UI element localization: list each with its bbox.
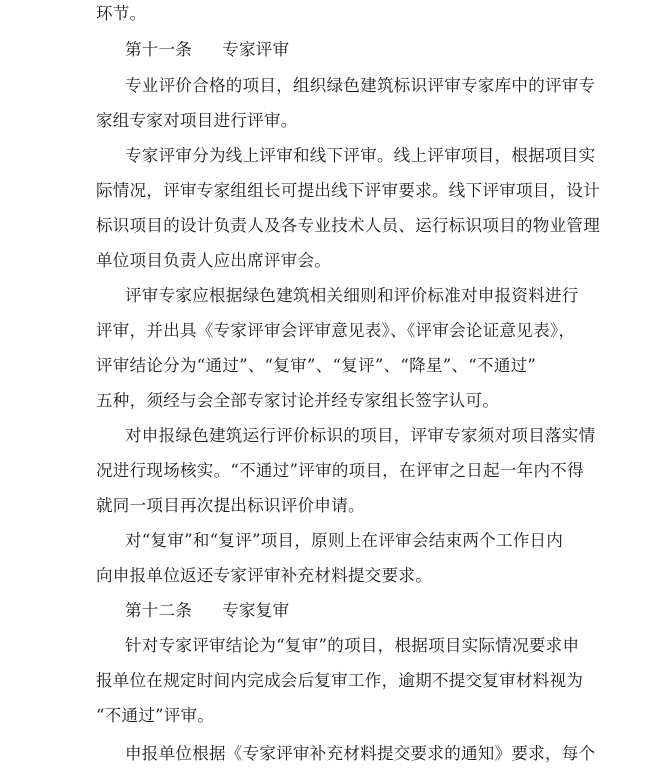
text-line: 评审专家应根据绿色建筑相关细则和评价标准对申报资料进行 — [125, 286, 579, 305]
text-line: 就同一项目再次提出标识评价申请。 — [96, 496, 365, 515]
text-line: 专家评审分为线上评审和线下评审。线上评审项目，根据项目实 — [125, 146, 596, 165]
text-line: 向申报单位返还专家评审补充材料提交要求。 — [96, 566, 432, 585]
text-line: 对申报绿色建筑运行评价标识的项目，评审专家须对项目落实情 — [125, 426, 596, 445]
text-line: 际情况，评审专家组组长可提出线下评审要求。线下评审项目，设计 — [96, 181, 600, 200]
text-line: “不通过”评审。 — [96, 706, 215, 725]
text-line: 五种，须经与会全部专家讨论并经专家组长签字认可。 — [96, 391, 500, 410]
article-number: 第十一条 — [125, 40, 193, 59]
article-heading — [125, 40, 289, 60]
article-number: 第十二条 — [125, 601, 193, 620]
text-line: 评审，并出具《专家评审会评审意见表》、《评审会论证意见表》， — [96, 321, 576, 340]
text-line: 对“复审”和“复评”项目，原则上在评审会结束两个工作日内 — [125, 531, 564, 550]
text-line: 专业评价合格的项目，组织绿色建筑标识评审专家库中的评审专 — [125, 76, 596, 95]
text-line: 家组专家对项目进行评审。 — [96, 111, 298, 130]
text-line: 评审结论分为“通过”、“复审”、“复评”、“降星”、“不通过” — [96, 356, 537, 375]
text-line: 报单位在规定时间内完成会后复审工作，逾期不提交复审材料视为 — [96, 671, 584, 690]
text-line: 针对专家评审结论为“复审”的项目，根据项目实际情况要求申 — [125, 636, 580, 655]
article-title: 专家复审 — [222, 601, 290, 620]
article-heading — [125, 601, 289, 621]
text-line: 申报单位根据《专家评审补充材料提交要求的通知》要求，每个 — [125, 744, 596, 763]
article-title: 专家评审 — [222, 40, 290, 59]
text-line: 标识项目的设计负责人及各专业技术人员、运行标识项目的物业管理 — [96, 216, 600, 235]
text-line: 况进行现场核实。“不通过”评审的项目，在评审之日起一年内不得 — [96, 461, 584, 480]
text-line: 环节。 — [96, 4, 147, 23]
text-line: 单位项目负责人应出席评审会。 — [96, 251, 332, 270]
